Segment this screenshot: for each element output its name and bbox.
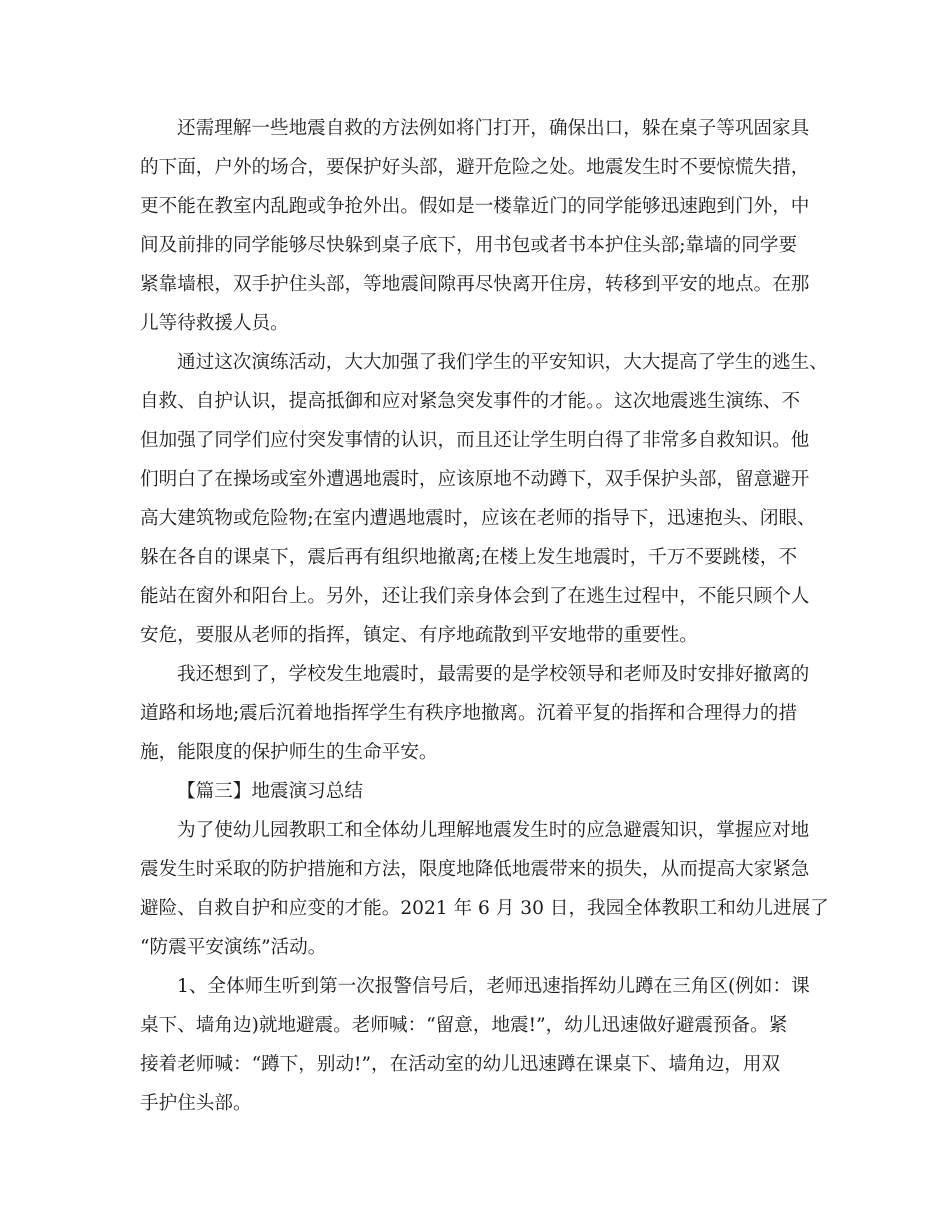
text-line: 为了使幼儿园教职工和全体幼儿理解地震发生时的应急避震知识，掌握应对地 [177, 820, 810, 841]
text-line: 能站在窗外和阳台上。另外，还让我们亲身体会到了在逃生过程中，不能只顾个人 [140, 586, 810, 607]
text-line: 高大建筑物或危险物;在室内遭遇地震时，应该在老师的指导下，迅速抱头、闭眼、 [140, 508, 816, 529]
text-line: 安危，要服从老师的指挥，镇定、有序地疏散到平安地带的重要性。 [140, 625, 698, 646]
text-line: 1、全体师生听到第一次报警信号后，老师迅速指挥幼儿蹲在三角区(例如：课 [177, 976, 810, 997]
text-line: 儿等待救援人员。 [140, 313, 289, 334]
text-line: 道路和场地;震后沉着地指挥学生有秩序地撤离。沉着平复的指挥和合理得力的措 [140, 703, 798, 724]
text-line: 紧靠墙根，双手护住头部，等地震间隙再尽快离开住房，转移到平安的地点。在那 [140, 274, 810, 295]
text-line: 桌下、墙角边)就地避震。老师喊：“留意，地震!”，幼儿迅速做好避震预备。紧 [140, 1015, 788, 1036]
text-line: 手护住头部。 [140, 1093, 252, 1114]
text-line: 自救、自护认识，提高抵御和应对紧急突发事件的才能。。这次地震逃生演练、不 [140, 391, 801, 412]
text-line: 通过这次演练活动，大大加强了我们学生的平安知识，大大提高了学生的逃生、 [177, 352, 828, 373]
text-line: 接着老师喊：“蹲下，别动!”，在活动室的幼儿迅速蹲在课桌下、墙角边，用双 [140, 1054, 781, 1075]
section-heading: 【篇三】地震演习总结 [177, 781, 363, 802]
text-line: 躲在各自的课桌下，震后再有组织地撤离;在楼上发生地震时，千万不要跳楼，不 [140, 547, 798, 568]
text-line: “防震平安演练”活动。 [140, 937, 327, 958]
text-line: 但加强了同学们应付突发事情的认识，而且还让学生明白得了非常多自救知识。他 [140, 430, 810, 451]
text-line: 还需理解一些地震自救的方法例如将门打开，确保出口，躲在桌子等巩固家具 [177, 118, 810, 139]
text-line: 间及前排的同学能够尽快躲到桌子底下，用书包或者书本护住头部;靠墙的同学要 [140, 235, 798, 256]
text-line: 避险、自救自护和应变的才能。2021 年 6 月 30 日，我园全体教职工和幼儿进展了 [140, 898, 829, 919]
text-line: 我还想到了，学校发生地震时，最需要的是学校领导和老师及时安排好撤离的 [177, 664, 810, 685]
text-line: 更不能在教室内乱跑或争抢外出。假如是一楼靠近门的同学能够迅速跑到门外，中 [140, 196, 810, 217]
text-line: 震发生时采取的防护措施和方法，限度地降低地震带来的损失，从而提高大家紧急 [140, 859, 810, 880]
text-line: 的下面，户外的场合，要保护好头部，避开危险之处。地震发生时不要惊慌失措， [140, 157, 810, 178]
text-line: 施，能限度的保护师生的生命平安。 [140, 742, 438, 763]
text-line: 们明白了在操场或室外遭遇地震时，应该原地不动蹲下，双手保护头部，留意避开 [140, 469, 810, 490]
